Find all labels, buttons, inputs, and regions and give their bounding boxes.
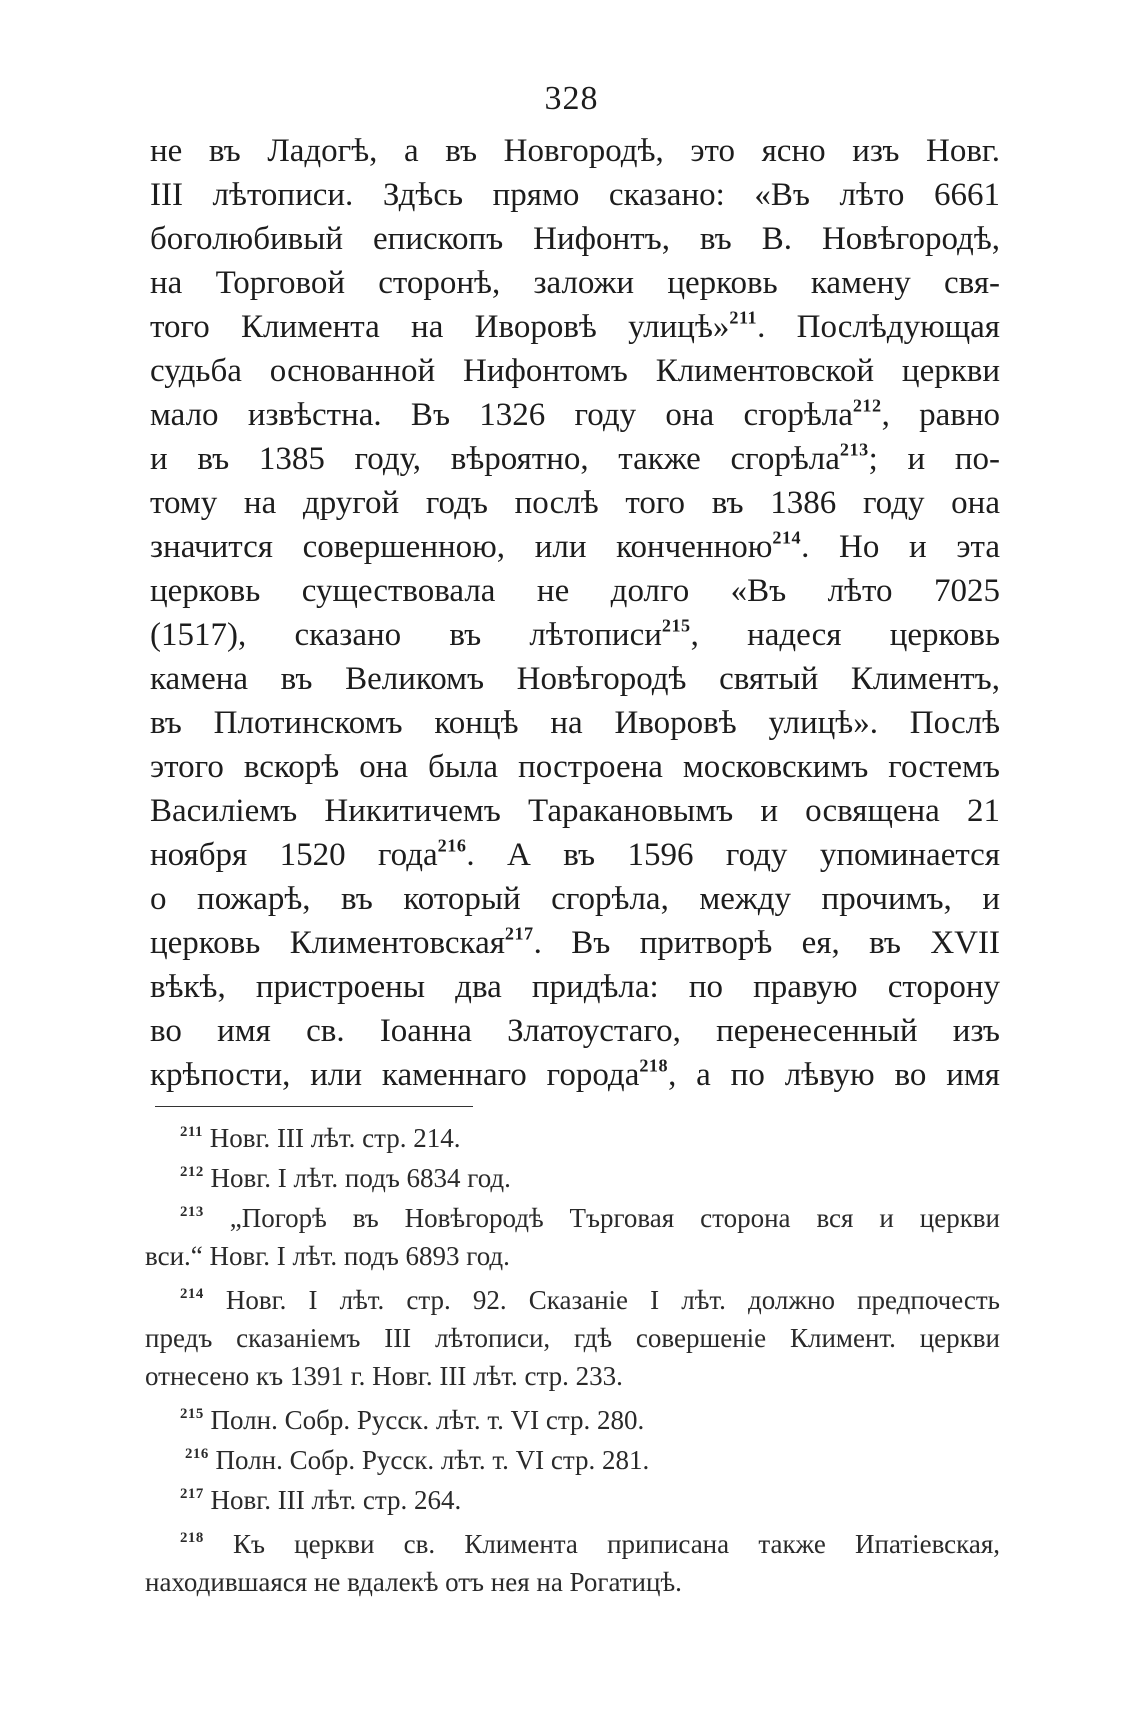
page-number: 328: [544, 80, 599, 117]
footnote-ref: 215: [661, 615, 691, 636]
text-line: Василіемъ Никитичемъ Таракановымъ и освящена 21: [150, 793, 1000, 829]
footnote-ref: 211: [729, 307, 758, 328]
text-line: III лѣтописи. Здѣсь прямо сказано: «Въ лѣто 6661: [150, 177, 1000, 213]
footnote: $^{216}$ Полн. Собр. Русск. лѣт. т. VI стр. 281.: [185, 1445, 650, 1475]
text-line: церковь Климентовская$^{217}$. Въ притворѣ ея, въ XVII: [150, 923, 1000, 961]
text-line: боголюбивый епископъ Нифонтъ, въ В. Новѣгородѣ,: [150, 221, 1000, 257]
text-line: тому на другой годъ послѣ того въ 1386 году она: [150, 485, 1000, 521]
text-line: о пожарѣ, въ который сгорѣла, между прочимъ, и: [150, 881, 1000, 917]
footnote: $^{215}$ Полн. Собр. Русск. лѣт. т. VI стр. 280.: [180, 1405, 645, 1435]
footnote-ref: 212: [852, 395, 882, 416]
text-line: вѣкѣ, пристроены два придѣла: по правую сторону: [150, 969, 1000, 1005]
footnote-ref: 217: [504, 923, 534, 944]
text-line: на Торговой сторонѣ, заложи церковь камену свя-: [150, 265, 1000, 301]
footnote-number: 214: [180, 1285, 204, 1302]
footnote-number: 211: [180, 1123, 203, 1140]
footnote: $^{211}$ Новг. III лѣт. стр. 214.: [180, 1123, 461, 1153]
text-line: въ Плотинскомъ концѣ на Иворовѣ улицѣ». Послѣ: [150, 705, 1000, 741]
footnote: $^{218}$ Къ церкви св. Климента приписана также Ипатіевская,: [180, 1529, 1000, 1559]
text-line: не въ Ладогѣ, а въ Новгородѣ, это ясно изъ Новг.: [150, 133, 1000, 169]
text-line: церковь существовала не долго «Въ лѣто 7025: [150, 573, 1000, 609]
text-line: мало извѣстна. Въ 1326 году она сгорѣла$^{212}$, равно: [150, 395, 1000, 433]
footnote-continuation: находившаяся не вдалекѣ отъ нея на Рогатицѣ.: [145, 1567, 682, 1597]
footnote-continuation: отнесено къ 1391 г. Новг. III лѣт. стр. 233.: [145, 1361, 623, 1391]
footnote-number: 218: [180, 1529, 204, 1546]
text-line: (1517), сказано въ лѣтописи$^{215}$, надеся церковь: [150, 615, 1000, 653]
footnote-ref: 214: [772, 527, 802, 548]
footnote-number: 213: [180, 1203, 204, 1220]
text-line: судьба основанной Нифонтомъ Климентовской церкви: [150, 353, 1000, 389]
text-line: и въ 1385 году, вѣроятно, также сгорѣла$^{213}$; и по-: [150, 439, 1000, 477]
text-line: ноября 1520 года$^{216}$. А въ 1596 году упоминается: [150, 835, 1000, 873]
text-line: того Климента на Иворовѣ улицѣ»$^{211}$. Послѣдующая: [150, 307, 1000, 345]
text-line: во имя св. Іоанна Златоустаго, перенесенный изъ: [150, 1013, 1000, 1049]
footnote-rule: [155, 1106, 473, 1107]
footnote-continuation: предъ сказаніемъ III лѣтописи, гдѣ совершеніе Климент. церкви: [145, 1323, 1000, 1353]
footnote-number: 217: [180, 1485, 204, 1502]
text-line: камена въ Великомъ Новѣгородѣ святый Климентъ,: [150, 661, 1000, 697]
footnote-ref: 218: [639, 1055, 669, 1076]
footnote-ref: 213: [839, 439, 869, 460]
footnote-continuation: вси.“ Новг. I лѣт. подъ 6893 год.: [145, 1241, 510, 1271]
footnote: $^{213}$ „Погорѣ въ Новѣгородѣ Търговая сторона вся и церкви: [180, 1203, 1000, 1233]
footnote: $^{214}$ Новг. I лѣт. стр. 92. Сказаніе I лѣт. должно предпочесть: [180, 1285, 1000, 1315]
footnote: $^{217}$ Новг. III лѣт. стр. 264.: [180, 1485, 462, 1515]
footnote-number: 212: [180, 1163, 204, 1180]
text-line: значится совершенною, или конченною$^{214}$. Но и эта: [150, 527, 1000, 565]
text-line: крѣпости, или каменнаго города$^{218}$, а по лѣвую во имя: [150, 1055, 1000, 1093]
text-line: этого вскорѣ она была построена московскимъ гостемъ: [150, 749, 1000, 785]
footnote-number: 215: [180, 1405, 204, 1422]
footnote-number: 216: [185, 1445, 209, 1462]
footnote: $^{212}$ Новг. I лѣт. подъ 6834 год.: [180, 1163, 511, 1193]
footnote-ref: 216: [437, 835, 467, 856]
